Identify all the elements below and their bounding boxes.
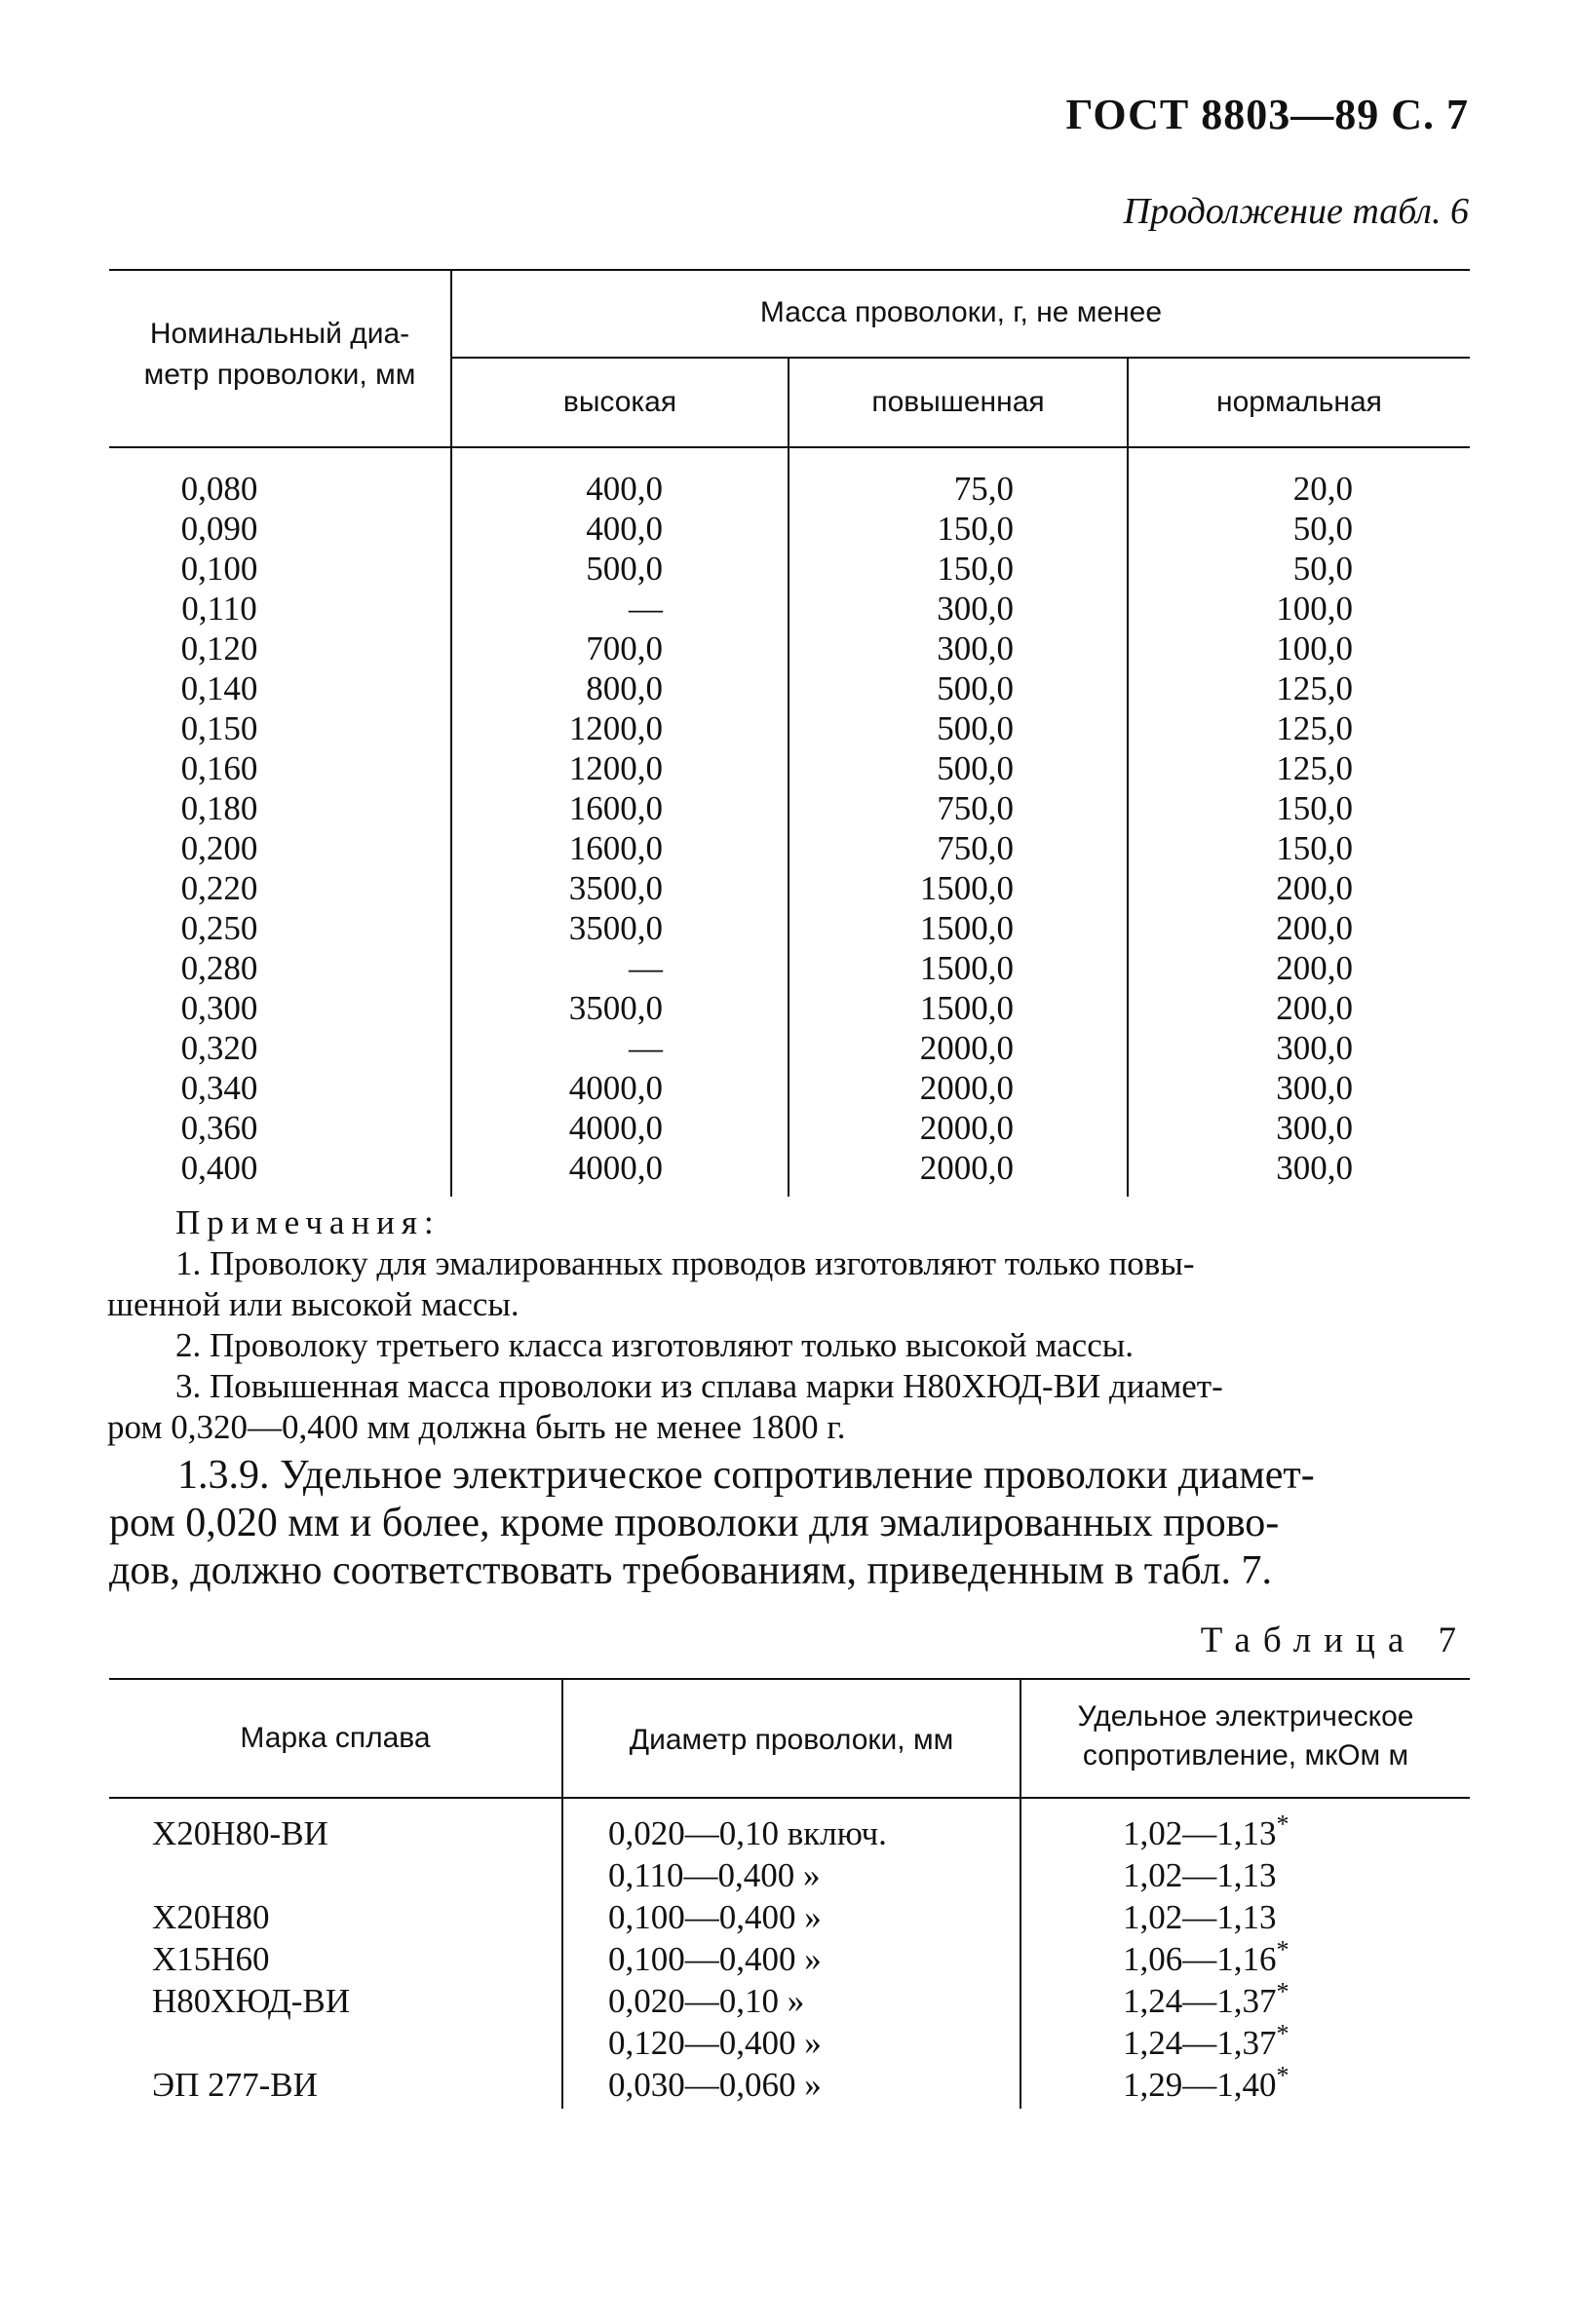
cell-resistivity — [1123, 1854, 1277, 1896]
resistivity-value: 1,24—1,37 — [1123, 2024, 1277, 2062]
table-6 — [109, 269, 1470, 1197]
cell-mass-high: 700,0 — [586, 629, 663, 667]
header-increased: повышенная — [871, 386, 1045, 418]
table-row — [109, 668, 1470, 708]
table-row — [109, 988, 1470, 1028]
cell-mass-increased: 1500,0 — [919, 869, 1014, 907]
cell-diameter-range: 0,110—0,400 » — [608, 1856, 821, 1894]
cell-mass-normal: 100,0 — [1276, 629, 1353, 667]
cell-mass-increased: 1500,0 — [919, 909, 1014, 947]
table-row — [109, 549, 1470, 589]
cell-mass-high: 1600,0 — [568, 829, 663, 867]
table-row — [109, 629, 1470, 668]
table-row — [109, 908, 1470, 948]
cell-mass-increased: 300,0 — [937, 629, 1014, 667]
cell-resistivity — [1123, 1935, 1289, 1980]
cell-mass-high: 1200,0 — [568, 749, 663, 787]
cell-diameter: 0,090 — [180, 510, 258, 548]
resistivity-value: 1,06—1,16 — [1123, 1940, 1277, 1978]
table-head-rule — [109, 446, 1470, 448]
cell-diameter: 0,340 — [180, 1069, 258, 1107]
header-resistivity-line1: Удельное электрическое — [1077, 1700, 1414, 1733]
cell-resistivity — [1123, 1896, 1277, 1938]
table-row — [109, 708, 1470, 748]
table-row — [109, 948, 1470, 988]
footnote-mark: * — [1276, 1810, 1289, 1839]
cell-mass-high: 400,0 — [586, 470, 663, 508]
clause-line1: 1.3.9. Удельное электрическое сопротивление проволоки диамет- — [177, 1453, 1315, 1498]
cell-mass-increased: 2000,0 — [919, 1149, 1014, 1187]
table-continuation-caption: Продолжение табл. 6 — [1123, 191, 1469, 232]
footnote-mark: * — [1276, 1977, 1289, 2006]
table-top-rule — [109, 1678, 1470, 1680]
cell-diameter: 0,200 — [180, 829, 258, 867]
cell-mass-normal: 300,0 — [1276, 1069, 1353, 1107]
cell-mass-normal: 200,0 — [1276, 869, 1353, 907]
cell-mass-high: — — [629, 1029, 663, 1067]
cell-diameter: 0,280 — [180, 949, 258, 987]
cell-diameter-range: 0,020—0,10 включ. — [608, 1814, 887, 1852]
cell-mass-increased: 750,0 — [937, 789, 1014, 827]
cell-alloy: Х20Н80-ВИ — [152, 1814, 328, 1852]
resistivity-value: 1,24—1,37 — [1123, 1982, 1277, 2020]
cell-mass-increased: 500,0 — [937, 669, 1014, 707]
cell-mass-increased: 75,0 — [953, 470, 1014, 508]
cell-diameter: 0,300 — [180, 989, 258, 1027]
table-row — [109, 788, 1470, 828]
table-row — [109, 1812, 1470, 1854]
cell-mass-increased: 750,0 — [937, 829, 1014, 867]
cell-diameter: 0,080 — [180, 470, 258, 508]
header-resistivity — [1021, 1697, 1470, 1775]
cell-diameter-range: 0,030—0,060 » — [608, 2066, 822, 2104]
cell-mass-increased: 2000,0 — [919, 1029, 1014, 1067]
cell-diameter-range: 0,100—0,400 » — [608, 1898, 822, 1936]
header-resistivity-line2: сопротивление, мкОм м — [1082, 1739, 1409, 1772]
header-diameter-line1: Номинальный диа- — [149, 318, 410, 350]
table-head-rule — [109, 1797, 1470, 1799]
cell-resistivity — [1123, 1977, 1289, 2022]
cell-mass-increased: 2000,0 — [919, 1109, 1014, 1147]
cell-diameter: 0,180 — [180, 789, 258, 827]
cell-mass-normal: 125,0 — [1276, 669, 1353, 707]
notes — [107, 1202, 1472, 1448]
cell-mass-increased: 150,0 — [937, 510, 1014, 548]
notes-title: Примечания: — [175, 1203, 441, 1241]
footnote-mark: * — [1276, 1935, 1289, 1964]
table-row — [109, 2019, 1470, 2064]
cell-mass-increased: 300,0 — [937, 590, 1014, 628]
cell-diameter: 0,320 — [180, 1029, 258, 1067]
table-row — [109, 469, 1470, 509]
cell-diameter: 0,120 — [180, 629, 258, 667]
header-high: высокая — [562, 386, 677, 418]
cell-mass-normal: 200,0 — [1276, 949, 1353, 987]
cell-mass-high: 500,0 — [586, 550, 663, 588]
cell-mass-normal: 100,0 — [1276, 590, 1353, 628]
note-3-line1: 3. Повышенная масса проволоки из сплава марки Н80ХЮД-ВИ диамет- — [175, 1367, 1223, 1405]
cell-diameter-range: 0,120—0,400 » — [608, 2024, 822, 2062]
cell-mass-normal: 20,0 — [1292, 470, 1353, 508]
cell-mass-high: 1200,0 — [568, 709, 663, 747]
cell-diameter: 0,160 — [180, 749, 258, 787]
header-alloy: Марка сплава — [240, 1722, 431, 1754]
cell-mass-increased: 500,0 — [937, 749, 1014, 787]
footnote-mark: * — [1276, 2019, 1289, 2048]
cell-diameter-range: 0,100—0,400 » — [608, 1940, 822, 1978]
cell-resistivity — [1123, 1812, 1289, 1854]
cell-mass-normal: 125,0 — [1276, 709, 1353, 747]
table-row — [109, 1148, 1470, 1188]
cell-resistivity — [1123, 2019, 1289, 2064]
cell-mass-normal: 150,0 — [1276, 829, 1353, 867]
table-6-body — [109, 469, 1470, 1188]
cell-alloy: ЭП 277-ВИ — [152, 2066, 318, 2104]
header-diameter-line2: метр проволоки, мм — [143, 359, 416, 391]
cell-mass-increased: 500,0 — [937, 709, 1014, 747]
table-top-rule — [109, 269, 1470, 271]
header-mass-group: Масса проволоки, г, не менее — [759, 296, 1163, 328]
table-row — [109, 1977, 1470, 2022]
table-7-body — [109, 1812, 1470, 2106]
clause-line2: ром 0,020 мм и более, кроме проволоки для эмалированных прово- — [109, 1501, 1280, 1545]
note-1-line1: 1. Проволоку для эмалированных проводов изготовляют только повы- — [175, 1244, 1195, 1282]
cell-mass-normal: 50,0 — [1292, 510, 1353, 548]
cell-mass-normal: 200,0 — [1276, 909, 1353, 947]
cell-mass-high: 800,0 — [586, 669, 663, 707]
cell-diameter: 0,250 — [180, 909, 258, 947]
note-3-line2: ром 0,320—0,400 мм должна быть не менее 1800 г. — [107, 1408, 846, 1446]
table-row — [109, 868, 1470, 908]
table-group-rule — [452, 357, 1470, 359]
cell-mass-high: 3500,0 — [568, 909, 663, 947]
table-row — [109, 1028, 1470, 1068]
cell-alloy: Х20Н80 — [152, 1898, 270, 1936]
cell-alloy: Н80ХЮД-ВИ — [152, 1982, 351, 2020]
resistivity-value: 1,29—1,40 — [1123, 2066, 1277, 2104]
cell-mass-high: 400,0 — [586, 510, 663, 548]
table-row — [109, 1854, 1470, 1896]
footnote-mark: * — [1276, 2061, 1289, 2090]
resistivity-value: 1,02—1,13 — [1123, 1856, 1277, 1894]
cell-mass-normal: 150,0 — [1276, 789, 1353, 827]
cell-alloy: Х15Н60 — [152, 1940, 270, 1978]
cell-diameter: 0,150 — [180, 709, 258, 747]
standard-page-header: ГОСТ 8803—89 С. 7 — [1065, 91, 1469, 138]
cell-mass-high: — — [629, 590, 663, 628]
table-row — [109, 1935, 1470, 1980]
clause-line3: дов, должно соответствовать требованиям, приведенным в табл. 7. — [109, 1548, 1273, 1593]
note-1-line2: шенной или высокой массы. — [107, 1285, 520, 1323]
table-row — [109, 748, 1470, 788]
cell-mass-normal: 300,0 — [1276, 1109, 1353, 1147]
table-row — [109, 828, 1470, 868]
cell-diameter: 0,110 — [181, 590, 257, 628]
cell-mass-high: — — [629, 949, 663, 987]
cell-mass-normal: 300,0 — [1276, 1029, 1353, 1067]
cell-diameter: 0,100 — [180, 550, 258, 588]
cell-diameter: 0,360 — [180, 1109, 258, 1147]
cell-diameter: 0,140 — [180, 669, 258, 707]
cell-mass-high: 3500,0 — [568, 869, 663, 907]
cell-mass-high: 4000,0 — [568, 1149, 663, 1187]
cell-mass-high: 4000,0 — [568, 1109, 663, 1147]
cell-mass-normal: 200,0 — [1276, 989, 1353, 1027]
cell-diameter-range: 0,020—0,10 » — [608, 1982, 805, 2020]
resistivity-value: 1,02—1,13 — [1123, 1814, 1277, 1852]
table-7-label: Таблица 7 — [1200, 1620, 1469, 1660]
table-row — [109, 1108, 1470, 1148]
cell-mass-normal: 125,0 — [1276, 749, 1353, 787]
table-row — [109, 589, 1470, 629]
cell-resistivity — [1123, 2061, 1289, 2106]
header-diameter — [109, 314, 450, 396]
header-normal: нормальная — [1216, 386, 1382, 418]
clause-1-3-9 — [109, 1452, 1470, 1595]
cell-mass-increased: 1500,0 — [919, 989, 1014, 1027]
cell-mass-high: 1600,0 — [568, 789, 663, 827]
cell-diameter: 0,220 — [180, 869, 258, 907]
cell-mass-increased: 1500,0 — [919, 949, 1014, 987]
header-wire-diameter: Диаметр проволоки, мм — [629, 1724, 954, 1756]
cell-mass-increased: 2000,0 — [919, 1069, 1014, 1107]
table-row — [109, 1068, 1470, 1108]
table-row — [109, 509, 1470, 549]
cell-mass-normal: 300,0 — [1276, 1149, 1353, 1187]
table-row — [109, 2061, 1470, 2106]
resistivity-value: 1,02—1,13 — [1123, 1898, 1277, 1936]
table-row — [109, 1896, 1470, 1938]
cell-mass-high: 4000,0 — [568, 1069, 663, 1107]
cell-diameter: 0,400 — [180, 1149, 258, 1187]
table-7 — [109, 1678, 1470, 2109]
cell-mass-increased: 150,0 — [937, 550, 1014, 588]
note-2: 2. Проволоку третьего класса изготовляют только высокой массы. — [175, 1326, 1135, 1364]
cell-mass-normal: 50,0 — [1292, 550, 1353, 588]
cell-mass-high: 3500,0 — [568, 989, 663, 1027]
